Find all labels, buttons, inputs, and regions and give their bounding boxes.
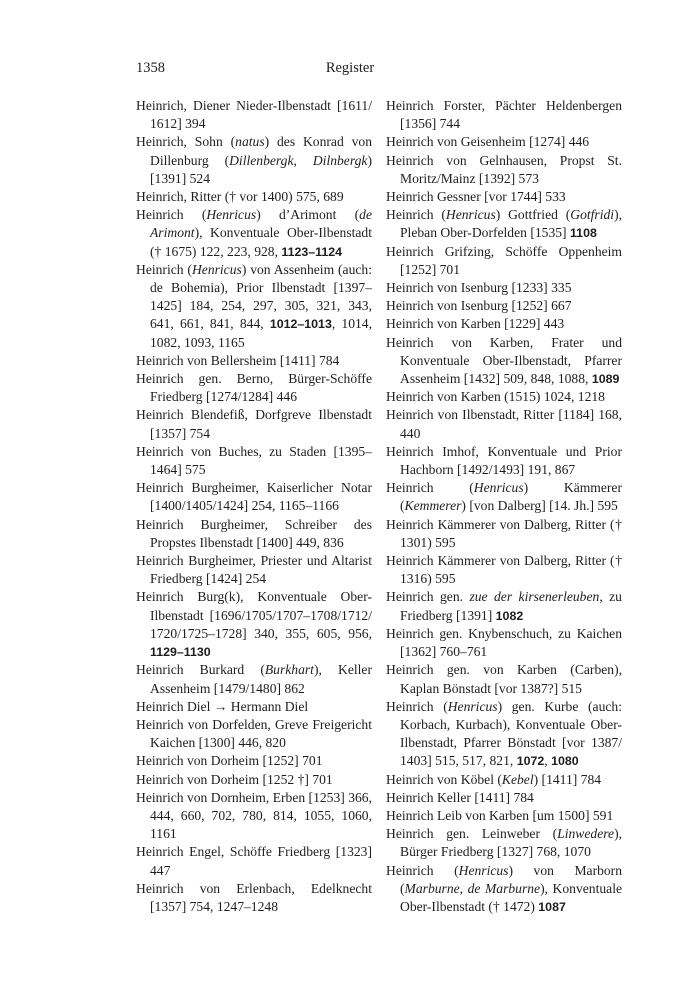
entry-text: Heinrich gen. Leinweber ( xyxy=(386,826,558,842)
entry-text: Heinrich ( xyxy=(386,698,448,714)
italic-text: Henricus xyxy=(447,698,498,714)
entry-text: Heinrich, Ritter († vor 1400) 575, 689 xyxy=(136,189,344,205)
entry-text: Heinrich Diel → Hermann Diel xyxy=(136,698,309,714)
entry-text: ) Kämmerer ( xyxy=(400,480,622,514)
entry-text: ), Konventuale Ober-Ilbenstadt († 1675) 122, 223, 928, xyxy=(150,225,372,259)
register-entry xyxy=(136,752,372,770)
bold-page-ref: 1012–1013 xyxy=(269,317,332,332)
bold-page-ref: 1072 xyxy=(516,754,545,769)
italic-text: natus xyxy=(235,134,265,150)
entry-text: , 1014, 1082, 1093, 1165 xyxy=(150,316,372,350)
entry-text: ) von Marborn ( xyxy=(400,862,623,896)
page-number: 1358 xyxy=(136,60,165,76)
register-entry xyxy=(386,279,622,297)
entry-text: Heinrich von Isenburg [1233] 335 xyxy=(386,280,572,296)
entry-text: ) des Konrad von Dillenburg ( xyxy=(150,134,372,168)
register-entry xyxy=(386,315,622,333)
entry-text: Heinrich von Karben (1515) 1024, 1218 xyxy=(386,389,605,405)
register-entry xyxy=(386,661,622,697)
italic-text: Henricus xyxy=(191,261,242,277)
register-entry xyxy=(386,698,622,771)
register-entry xyxy=(136,843,372,879)
entry-text: Heinrich Keller [1411] 784 xyxy=(386,789,534,805)
entry-text: ), Bürger Friedberg [1327] 768, 1070 xyxy=(400,826,622,860)
register-entry xyxy=(136,188,372,206)
register-entry xyxy=(386,516,622,552)
entry-text: , xyxy=(459,880,468,896)
entry-text: ), Konventuale Ober-Ilbenstadt († 1472) xyxy=(400,880,623,914)
index-column-left xyxy=(136,97,372,916)
running-header-title: Register xyxy=(325,60,375,76)
entry-text: Heinrich Burgheimer, Schreiber des Propstes Ilbenstadt [1400] 449, 836 xyxy=(136,516,372,550)
register-entry xyxy=(136,370,372,406)
entry-text: ) gen. Kurbe (auch: Korbach, Kurbach), Konventuale Ober-Ilbenstadt, Pfarrer Bönstadt [vor 1387/ 1403] 515, 517, 821, xyxy=(400,698,622,769)
entry-text: Heinrich von Ilbenstadt, Ritter [1184] 168, 440 xyxy=(386,407,622,441)
italic-text: de Arimont xyxy=(150,207,372,241)
entry-text: , xyxy=(293,152,313,168)
entry-text: Heinrich von Bellersheim [1411] 784 xyxy=(136,352,340,368)
entry-text: Heinrich Grifzing, Schöffe Oppenheim [1252] 701 xyxy=(386,243,622,277)
italic-text: Burkhart xyxy=(264,662,314,678)
entry-text: , xyxy=(544,753,552,769)
bold-page-ref: 1108 xyxy=(569,226,597,241)
register-entry xyxy=(136,588,372,661)
italic-text: Gotfridi xyxy=(570,207,615,223)
register-entry xyxy=(136,406,372,442)
register-entry xyxy=(136,261,372,352)
entry-text: Heinrich gen. Knybenschuch, zu Kaichen [1362] 760–761 xyxy=(386,625,622,660)
entry-text: Heinrich Burg(k), Konventuale Ober-Ilbenstadt [1696/1705/1707–1708/1712/ 1720/1725–1728] 340, 355, 605, 956, xyxy=(136,589,372,641)
register-entry xyxy=(136,661,372,697)
entry-text: Heinrich Kämmerer von Dalberg, Ritter († 1316) 595 xyxy=(386,553,622,587)
italic-text: Henricus xyxy=(206,207,257,223)
entry-text: Heinrich gen. von Karben (Carben), Kaplan Bönstadt [vor 1387?] 515 xyxy=(386,662,622,696)
register-entry xyxy=(136,789,372,844)
entry-text: Heinrich von Köbel ( xyxy=(386,771,502,787)
register-entry xyxy=(386,334,622,389)
italic-text: de Marburne xyxy=(467,880,541,896)
entry-text: Heinrich Burgheimer, Priester und Altarist Friedberg [1424] 254 xyxy=(136,553,372,587)
italic-text: Marburne xyxy=(404,880,460,896)
italic-text: Henricus xyxy=(473,480,524,496)
entry-text: Heinrich Engel, Schöffe Friedberg [1323] 447 xyxy=(136,844,372,878)
italic-text: Dilnbergk xyxy=(312,152,368,168)
italic-text: Dillenbergk xyxy=(229,152,294,168)
entry-text: Heinrich von Gelnhausen, Propst St. Moritz/Mainz [1392] 573 xyxy=(386,152,622,186)
entry-text: Heinrich von Erlenbach, Edelknecht [1357] 754, 1247–1248 xyxy=(136,880,372,914)
register-entry xyxy=(386,588,622,624)
register-entry xyxy=(386,388,622,406)
bold-page-ref: 1089 xyxy=(591,372,620,387)
italic-text: Linwedere xyxy=(557,826,615,842)
entry-text: Heinrich Forster, Pächter Heldenbergen [1356] 744 xyxy=(386,98,622,132)
index-column-right xyxy=(386,97,622,916)
bold-page-ref: 1087 xyxy=(538,899,566,914)
entry-text: Heinrich von Isenburg [1252] 667 xyxy=(386,298,572,314)
register-entry xyxy=(136,479,372,515)
entry-text: , zu Friedberg [1391] xyxy=(400,589,622,623)
register-entry xyxy=(136,880,372,916)
bold-page-ref: 1082 xyxy=(495,608,524,623)
entry-text: ) [von Dalberg] [14. Jh.] 595 xyxy=(461,498,618,514)
entry-text: Heinrich Blendefiß, Dorfgreve Ilbenstadt [1357] 754 xyxy=(136,407,372,441)
register-entry xyxy=(386,625,622,661)
register-entry xyxy=(386,188,622,206)
register-entry xyxy=(136,516,372,552)
bold-page-ref: 1123–1124 xyxy=(281,244,343,259)
entry-text: Heinrich ( xyxy=(386,480,474,496)
register-entry xyxy=(386,152,622,188)
italic-text: Henricus xyxy=(458,862,509,878)
entry-text: ) von Assenheim (auch: de Bohemia), Prior Ilbenstadt [1397–1425] 184, 254, 297, 305, 321, 343, 641, 661, 841, 844, xyxy=(150,261,372,332)
entry-text: Heinrich Imhof, Konventuale und Prior Hachborn [1492/1493] 191, 867 xyxy=(386,443,622,478)
bold-page-ref: 1080 xyxy=(551,754,579,769)
bold-page-ref: 1129–1130 xyxy=(150,645,211,660)
entry-text: ) Gottfried ( xyxy=(495,207,571,223)
register-entry xyxy=(386,243,622,279)
italic-text: Henricus xyxy=(445,207,496,223)
entry-text: ) d’Arimont ( xyxy=(256,207,360,223)
entry-text: Heinrich von Karben, Frater und Konventuale Ober-Ilbenstadt, Pfarrer Assenheim [1432] 509, 848, 1088, xyxy=(386,334,622,387)
register-entry xyxy=(386,206,622,242)
register-entry xyxy=(386,97,622,133)
register-entry xyxy=(386,552,622,588)
register-entry xyxy=(136,97,372,133)
italic-text: Kebel xyxy=(501,771,534,787)
register-entry xyxy=(136,352,372,370)
entry-text: Heinrich, Sohn ( xyxy=(136,134,236,150)
entry-text: Heinrich gen. Berno, Bürger-Schöffe Friedberg [1274/1284] 446 xyxy=(136,371,372,405)
entry-text: ), Pleban Ober-Dorfelden [1535] xyxy=(400,207,623,241)
entry-text: ), Keller Assenheim [1479/1480] 862 xyxy=(150,662,372,696)
entry-text: Heinrich gen. xyxy=(386,589,470,605)
entry-text: Heinrich von Dornheim, Erben [1253] 366, 444, 660, 702, 780, 814, 1055, 1060, 1161 xyxy=(136,789,372,842)
entry-text: Heinrich ( xyxy=(136,207,207,223)
entry-text: Heinrich Gessner [vor 1744] 533 xyxy=(386,189,566,205)
register-entry xyxy=(386,443,622,479)
register-entry xyxy=(136,771,372,789)
register-entry xyxy=(386,133,622,151)
entry-text: Heinrich von Karben [1229] 443 xyxy=(386,316,565,332)
entry-text: Heinrich von Dorfelden, Greve Freigericht Kaichen [1300] 446, 820 xyxy=(136,716,372,751)
register-entry xyxy=(386,479,622,515)
entry-text: Heinrich Leib von Karben [um 1500] 591 xyxy=(386,807,614,823)
entry-text: Heinrich von Buches, zu Staden [1395–1464] 575 xyxy=(136,443,372,478)
register-entry xyxy=(136,716,372,752)
entry-text: Heinrich von Dorheim [1252] 701 xyxy=(136,753,323,769)
register-entry xyxy=(136,552,372,588)
entry-text: Heinrich von Dorheim [1252 †] 701 xyxy=(136,771,333,787)
entry-text: Heinrich Kämmerer von Dalberg, Ritter († 1301) 595 xyxy=(386,516,622,550)
register-entry xyxy=(136,133,372,188)
entry-text: Heinrich von Geisenheim [1274] 446 xyxy=(386,134,590,150)
italic-text: Kemmerer xyxy=(404,498,462,514)
entry-text: Heinrich ( xyxy=(386,207,446,223)
italic-text: zue der kirsenerleuben xyxy=(469,589,600,605)
register-entry xyxy=(386,297,622,315)
entry-text: ) [1411] 784 xyxy=(533,771,602,787)
register-entry xyxy=(136,443,372,479)
entry-text: Heinrich Burgheimer, Kaiserlicher Notar [1400/1405/1424] 254, 1165–1166 xyxy=(136,480,372,514)
entry-text: Heinrich, Diener Nieder-Ilbenstadt [1611/ 1612] 394 xyxy=(136,98,372,132)
entry-text: Heinrich ( xyxy=(136,261,192,277)
register-entry xyxy=(136,206,372,261)
register-entry xyxy=(386,789,622,807)
register-entry xyxy=(386,771,622,789)
register-entry xyxy=(386,807,622,825)
entry-text: Heinrich Burkard ( xyxy=(136,662,265,678)
register-entry xyxy=(386,862,622,917)
register-entry xyxy=(386,406,622,442)
entry-text: Heinrich ( xyxy=(386,862,459,878)
register-entry xyxy=(386,825,622,861)
register-entry xyxy=(136,698,372,716)
entry-text: ) [1391] 524 xyxy=(150,152,372,186)
